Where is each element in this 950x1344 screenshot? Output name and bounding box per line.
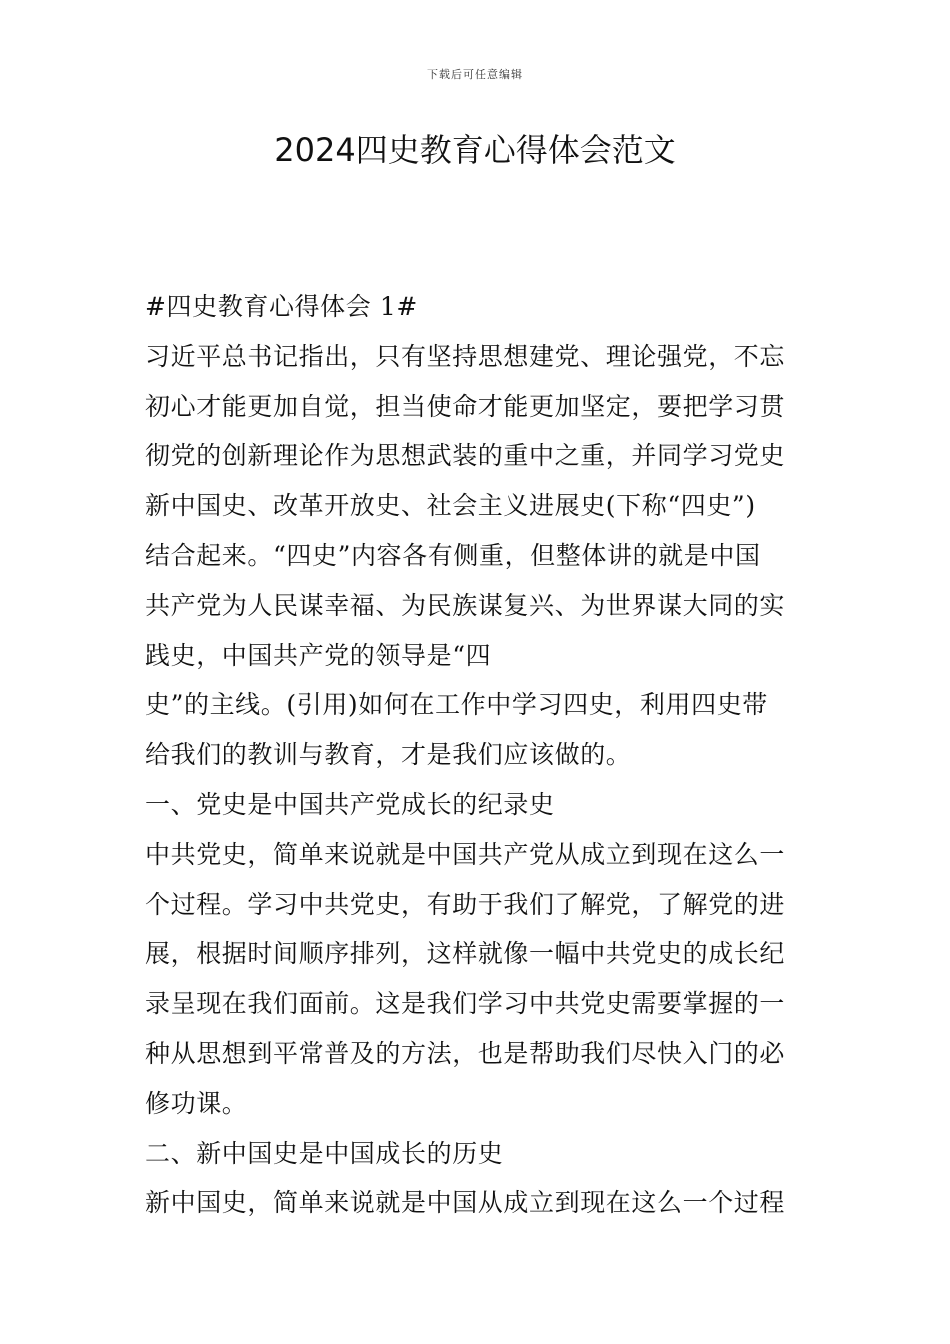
paragraph-line: 给我们的教训与教育，才是我们应该做的。 (145, 740, 632, 770)
paragraph-line: 践史，中国共产党的领导是“四 (145, 640, 492, 670)
section-heading: 一、党史是中国共产党成长的纪录史 (145, 789, 555, 819)
paragraph-line: 录呈现在我们面前。这是我们学习中共党史需要掌握的一 (145, 989, 786, 1019)
paragraph-line: 新中国史、改革开放史、社会主义进展史(下称“四史”) (145, 491, 756, 521)
paragraph-line: 习近平总书记指出，只有坚持思想建党、理论强党，不忘 (145, 341, 786, 371)
essay-subheading: #四史教育心得体会 1# (145, 292, 418, 321)
paragraph-line: 中共党史，简单来说就是中国共产党从成立到现在这么一 (145, 839, 786, 869)
paragraph-line: 展，根据时间顺序排列，这样就像一幅中共党史的成长纪 (145, 939, 786, 969)
paragraph-line: 共产党为人民谋幸福、为民族谋复兴、为世界谋大同的实 (145, 590, 786, 620)
paragraph-line: 新中国史，简单来说就是中国从成立到现在这么一个过程 (145, 1188, 786, 1218)
paragraph-line: 结合起来。“四史”内容各有侧重，但整体讲的就是中国 (145, 540, 761, 570)
paragraph-line: 史”的主线。(引用)如何在工作中学习四史，利用四史带 (145, 690, 768, 720)
header-note: 下载后可任意编辑 (427, 68, 523, 81)
document-title: 2024四史教育心得体会范文 (274, 131, 676, 169)
paragraph-line: 个过程。学习中共党史，有助于我们了解党，了解党的进 (145, 889, 786, 919)
paragraph-line: 初心才能更加自觉，担当使命才能更加坚定，要把学习贯 (145, 391, 786, 421)
paragraph-line: 修功课。 (145, 1088, 248, 1118)
section-heading: 二、新中国史是中国成长的历史 (145, 1138, 504, 1168)
document-body (145, 282, 810, 1228)
paragraph-line: 彻党的创新理论作为思想武装的重中之重，并同学习党史 (145, 441, 786, 471)
paragraph-line: 种从思想到平常普及的方法，也是帮助我们尽快入门的必 (145, 1038, 786, 1068)
